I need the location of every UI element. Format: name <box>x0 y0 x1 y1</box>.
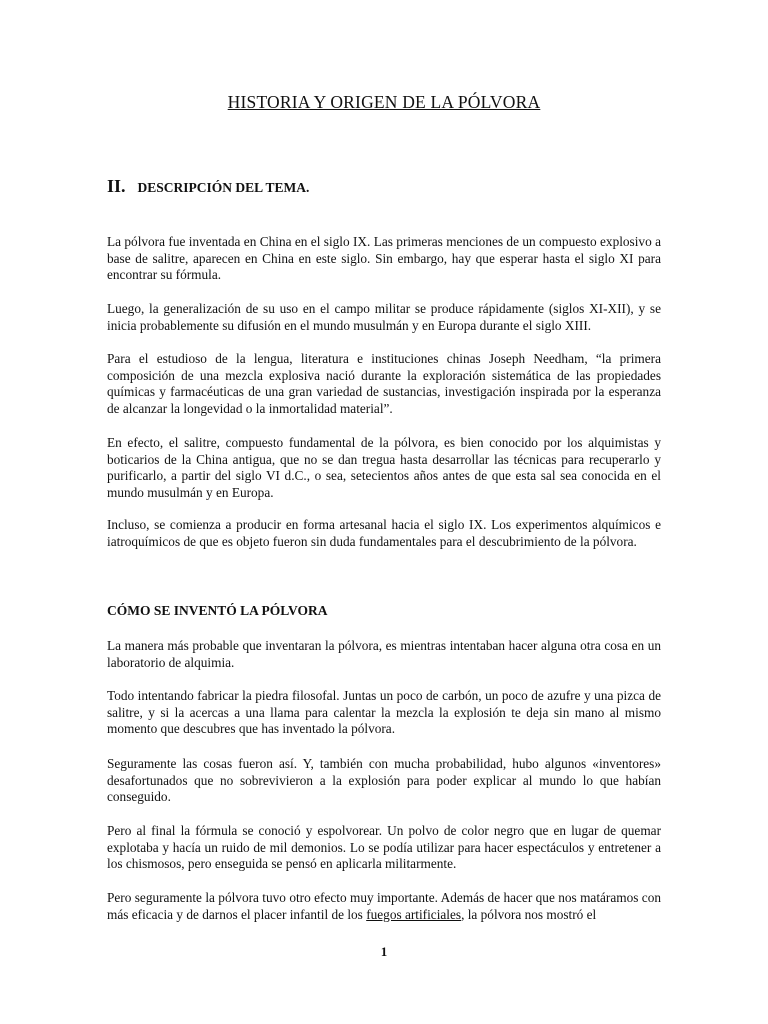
paragraph-text: Pero seguramente la pólvora tuvo otro efecto muy importante. Además de hacer que nos matáramos con más eficacia y de darnos el placer infantil de los <box>107 890 661 922</box>
paragraph: La pólvora fue inventada en China en el siglo IX. Las primeras menciones de un compuesto explosivo a base de salitre, aparecen en China en este siglo. Sin embargo, hay que esperar hasta el siglo XI para encontrar su fórmula. <box>107 234 661 283</box>
paragraph: Pero al final la fórmula se conoció y espolvorear. Un polvo de color negro que en lugar de quemar explotaba y hacía un ruido de mil demonios. Lo se podía utilizar para hacer espectáculos y entretener a los chismosos, pero enseguida se pensó en aplicarla militarmente. <box>107 823 661 872</box>
paragraph-text: , la pólvora nos mostró el <box>461 906 597 922</box>
paragraph: La manera más probable que inventaran la pólvora, es mientras intentaban hacer alguna otra cosa en un laboratorio de alquimia. <box>107 638 661 670</box>
paragraph: Seguramente las cosas fueron así. Y, también con mucha probabilidad, hubo algunos «inventores» desafortunados que no sobrevivieron a la explosión para poder explicar al mundo lo que habían conseguido. <box>107 756 661 805</box>
fuegos-artificiales-link[interactable]: fuegos artificiales <box>366 906 462 922</box>
paragraph: Incluso, se comienza a producir en forma artesanal hacia el siglo IX. Los experimentos alquímicos e iatroquímicos de que es objeto fueron sin duda fundamentales para el descubrimiento de la pólvora. <box>107 517 661 549</box>
paragraph <box>107 890 661 923</box>
paragraph: Luego, la generalización de su uso en el campo militar se produce rápidamente (siglos XI-XII), y se inicia probablemente su difusión en el mundo musulmán y en Europa durante el siglo XIII. <box>107 301 661 333</box>
section-numeral: II. <box>107 176 126 196</box>
section-heading <box>107 176 309 197</box>
subheading: CÓMO SE INVENTÓ LA PÓLVORA <box>107 603 328 618</box>
page-number: 1 <box>380 944 388 959</box>
paragraph: Todo intentando fabricar la piedra filosofal. Juntas un poco de carbón, un poco de azufre y una pizca de salitre, y si la acercas a una llama para calentar la mezcla la explosión te deja sin mano al mismo momento que descubres que has inventado la pólvora. <box>107 688 661 737</box>
paragraph: En efecto, el salitre, compuesto fundamental de la pólvora, es bien conocido por los alquimistas y boticarios de la China antigua, que no se dan tregua hasta desarrollar las técnicas para recuperarlo y purificarlo, a partir del siglo VI d.C., o sea, setecientos años antes de que esta sal sea conocida en el mundo musulmán y en Europa. <box>107 435 661 501</box>
document-title: HISTORIA Y ORIGEN DE LA PÓLVORA <box>227 92 541 112</box>
section-heading-text: DESCRIPCIÓN DEL TEMA. <box>137 180 310 195</box>
paragraph: Para el estudioso de la lengua, literatura e instituciones chinas Joseph Needham, “la primera composición de una mezcla explosiva nació durante la exploración sistemática de las propiedades químicas y farmacéuticas de una gran variedad de sustancias, investigación inspirada por la esperanza de alcanzar la longevidad o la inmortalidad material”. <box>107 351 661 417</box>
